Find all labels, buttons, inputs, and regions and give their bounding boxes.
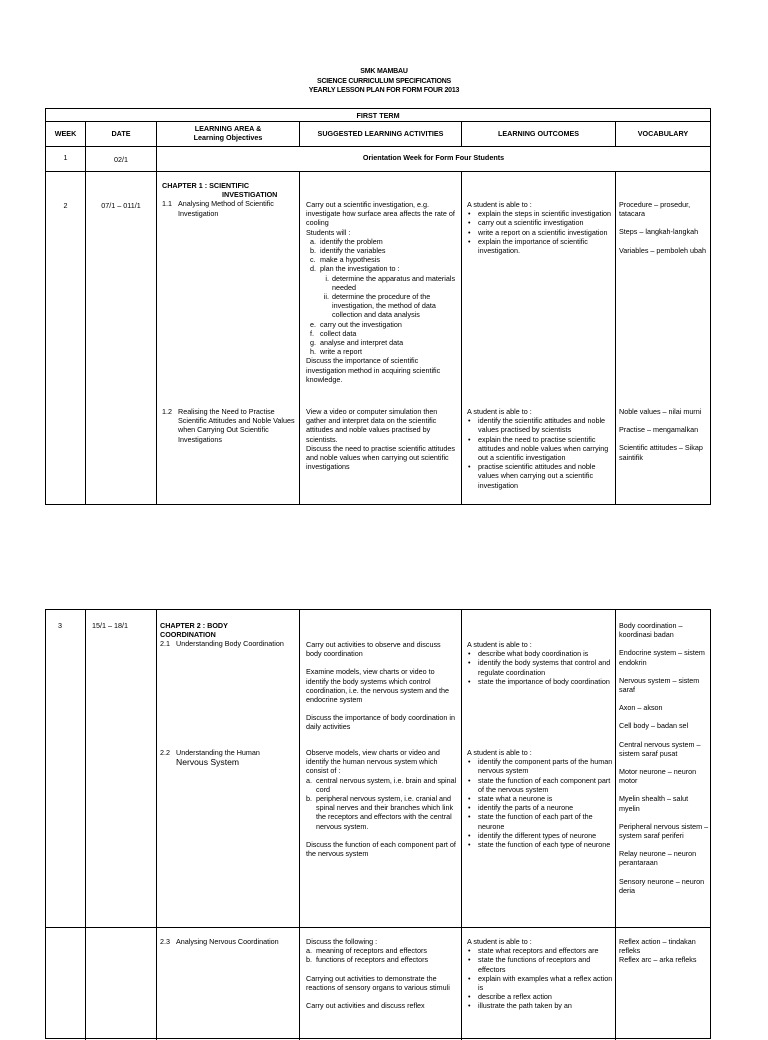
vocabulary-item: Central nervous system – sistem saraf pusat — [619, 739, 701, 758]
outcome-intro: A student is able to : — [467, 640, 532, 649]
vocabulary-item: Scientific attitudes – Sikap saintifik — [619, 443, 703, 462]
outcome-list — [467, 209, 613, 255]
vocabulary-item: Body coordination – koordinasi badan — [619, 621, 683, 640]
list-item: • explain the steps in scientific investigation — [467, 209, 613, 218]
list-item: g. analyse and interpret data — [310, 338, 404, 348]
chapter-title-cont: INVESTIGATION — [222, 190, 278, 200]
list-item: • illustrate the path taken by an — [467, 1001, 613, 1010]
list-item: • state the function of each type of neurone — [467, 840, 613, 849]
column-divider — [615, 171, 616, 505]
vocabulary-item: Peripheral nervous sistem – system saraf periferi — [619, 821, 709, 841]
lesson-plan-table-2 — [45, 609, 711, 1039]
vocabulary-item: Procedure – prosedur, tatacara — [619, 200, 691, 219]
suggested-activities-2-3 — [306, 937, 458, 1010]
learning-outcomes-1-2 — [467, 407, 613, 490]
list-item: • describe what body coordination is — [467, 649, 613, 658]
vocabulary-item: Relay neurone – neuron perantaraan — [619, 849, 697, 868]
activity-students: Students will : — [306, 227, 351, 237]
week-number: 3 — [58, 621, 62, 630]
column-divider — [156, 121, 157, 505]
outcome-list — [467, 757, 613, 849]
list-item: ii. determine the procedure of the investigation, the method of data collection and data analysis — [323, 292, 436, 320]
vocabulary-item: Cell body – badan sel — [619, 721, 689, 731]
activity-intro: Carry out a scientific investigation, e.g. investigate how surface area affects the rate of cooling — [306, 200, 455, 228]
document-subtitle: YEARLY LESSON PLAN FOR FORM FOUR 2013 — [308, 87, 460, 94]
activity-text: View a video or computer simulation then gather and interpret data on the scientific attitudes and noble values practised by scientists. — [306, 407, 438, 444]
list-item: c. make a hypothesis — [310, 255, 380, 265]
learning-objective — [160, 748, 298, 767]
vocabulary-item: Noble values – nilai murni — [619, 407, 702, 416]
suggested-activities-1-1 — [306, 200, 458, 384]
column-divider — [299, 171, 300, 505]
list-item: • state the function of each component part of the nervous system — [467, 776, 613, 794]
learning-area-chapter-2 — [160, 621, 298, 649]
learning-outcomes-2-2 — [467, 748, 613, 849]
suggested-activities-1-2 — [306, 407, 458, 471]
objective-number: 1.2 — [162, 407, 172, 416]
learning-outcomes-1-1 — [467, 200, 613, 255]
objective-number: 1.1 — [162, 199, 172, 209]
outcome-list — [467, 649, 613, 686]
learning-objective — [160, 937, 298, 946]
outcome-intro: A student is able to : — [467, 407, 532, 416]
vocabulary-item: Sensory neurone – neuron deria — [619, 876, 705, 895]
column-divider — [461, 610, 462, 1040]
vocabulary-item: Reflex arc – arka refleks — [619, 955, 697, 965]
list-item: i. determine the apparatus and materials needed — [325, 273, 456, 292]
week-date: 02/1 — [114, 155, 128, 164]
activity-intro: Observe models, view charts or video and identify the human nervous system which consist of : — [306, 748, 440, 776]
document-title: SCIENCE CURRICULUM SPECIFICATIONS — [316, 78, 452, 85]
activity-list — [306, 320, 458, 357]
vocabulary-item: Nervous system – sistem saraf — [619, 675, 700, 695]
list-item: • state the function of each part of the neurone — [467, 812, 613, 830]
activity-text: Carry out activities to observe and discuss body coordination — [306, 640, 441, 659]
list-item: h. write a report — [310, 347, 362, 357]
learning-area-chapter-1 — [162, 181, 298, 218]
week-number: 1 — [63, 153, 68, 162]
list-item: d. plan the investigation to : — [310, 264, 400, 274]
list-item: • identify the body systems that control and regulate coordination — [467, 658, 613, 676]
learning-objective — [162, 407, 298, 444]
activity-sublist — [306, 274, 458, 320]
outcome-intro: A student is able to : — [467, 200, 532, 209]
vocabulary-1-2 — [619, 407, 709, 471]
vocabulary-item: Endocrine system – sistem endokrin — [619, 648, 705, 667]
list-item: • state what receptors and effectors are — [467, 946, 613, 955]
column-divider — [85, 121, 86, 505]
outcome-intro: A student is able to : — [467, 748, 532, 757]
activity-list — [306, 237, 458, 274]
chapter-title: CHAPTER 2 : BODY — [160, 621, 228, 630]
list-item: e. carry out the investigation — [310, 319, 402, 329]
outcome-intro: A student is able to : — [467, 937, 532, 946]
objective-number: 2.3 — [160, 937, 170, 946]
list-item: • practise scientific attitudes and noble values when carrying out a scientific investigation — [467, 462, 613, 490]
list-item: • write a report on a scientific investigation — [467, 228, 613, 237]
suggested-activities-2-2 — [306, 748, 458, 858]
objective-text: Realising the Need to Practise Scientific Attitudes and Noble Values when Carrying Out Scientific Investigations — [178, 407, 295, 444]
outcome-list — [467, 416, 613, 490]
vocabulary-item: Axon – akson — [619, 703, 663, 713]
row-divider — [46, 171, 710, 172]
learning-outcomes-2-1 — [467, 640, 613, 686]
col-learning-area-header: LEARNING AREA & Learning Objectives — [193, 124, 263, 143]
vocabulary-item: Variables – pemboleh ubah — [619, 245, 706, 255]
vocabulary-2-3 — [619, 937, 709, 965]
vocabulary-item: Practise – mengamalkan — [619, 425, 699, 435]
list-item: • identify the parts of a neurone — [467, 803, 613, 812]
row-divider — [46, 927, 710, 928]
vocabulary-item: Steps – langkah-langkah — [619, 227, 699, 237]
activity-discussion: Discuss the importance of scientific investigation method in acquiring scientific knowledge. — [306, 356, 441, 384]
school-name: SMK MAMBAU — [360, 68, 408, 75]
objective-text: Understanding the Human — [176, 748, 260, 757]
lesson-plan-table-1 — [45, 108, 711, 505]
col-week-header: WEEK — [54, 129, 77, 138]
activity-intro: Discuss the following : — [306, 937, 378, 946]
list-item: • identify the component parts of the human nervous system — [467, 757, 613, 775]
chapter-title-cont: COORDINATION — [160, 630, 216, 640]
week-date: 15/1 – 18/1 — [92, 621, 128, 630]
activity-list — [306, 776, 458, 831]
column-divider — [85, 610, 86, 1040]
outcome-list — [467, 946, 613, 1010]
term-heading: FIRST TERM — [356, 111, 400, 120]
objective-text: Analysing Method of Scientific Investigation — [178, 199, 274, 218]
vocabulary-1-1 — [619, 200, 709, 264]
list-item: f. collect data — [310, 328, 357, 338]
list-item: b. identify the variables — [310, 246, 386, 256]
orientation-note: Orientation Week for Form Four Students — [362, 153, 505, 162]
list-item: a. identify the problem — [310, 236, 383, 246]
chapter-title: CHAPTER 1 : SCIENTIFIC — [162, 181, 250, 190]
column-divider — [461, 171, 462, 505]
list-item: • describe a reflex action — [467, 992, 613, 1001]
col-date-header: DATE — [111, 129, 131, 138]
col-outcomes-header: LEARNING OUTCOMES — [497, 129, 580, 138]
list-item: • state the importance of body coordination — [467, 677, 613, 686]
activity-text: Carry out activities and discuss reflex — [306, 1001, 425, 1011]
column-divider — [156, 610, 157, 1040]
vocabulary-item: Motor neurone – neuron motor — [619, 767, 697, 786]
row-divider — [46, 121, 710, 122]
learning-objective — [160, 639, 298, 648]
vocabulary-item: Reflex action – tindakan refleks — [619, 937, 696, 956]
list-item: b. functions of receptors and effectors — [306, 955, 429, 965]
activity-text: Examine models, view charts or video to identify the body systems which control coordination, i.e. the nervous system and the endocrine system — [306, 667, 450, 705]
row-divider — [46, 146, 710, 147]
objective-text: Understanding Body Coordination — [176, 639, 284, 649]
activity-text: Discuss the need to practise scientific attitudes and noble values when carrying out scientific investigations — [306, 443, 456, 472]
vocabulary-item: Myelin shealth – salut myelin — [619, 794, 689, 813]
objective-text-cont: Nervous System — [176, 757, 240, 768]
learning-objective — [162, 199, 298, 217]
activity-discussion: Discuss the function of each component part of the nervous system — [306, 839, 456, 859]
list-item: • carry out a scientific investigation — [467, 218, 613, 227]
learning-outcomes-2-3 — [467, 937, 613, 1011]
week-number: 2 — [63, 201, 68, 210]
list-item: • state what a neurone is — [467, 794, 613, 803]
week-date: 07/1 – 011/1 — [101, 201, 141, 210]
list-item: a. meaning of receptors and effectors — [306, 946, 427, 956]
col-activities-header: SUGGESTED LEARNING ACTIVITIES — [317, 129, 444, 138]
list-item: b. peripheral nervous system, i.e. cranial and spinal nerves and their branches which link the receptors and effectors with the central nervous system. — [306, 794, 454, 831]
list-item: a. central nervous system, i.e. brain and spinal cord — [306, 775, 457, 794]
list-item: • explain with examples what a reflex action is — [467, 974, 613, 992]
activity-list — [306, 946, 458, 964]
objective-number: 2.2 — [160, 748, 170, 757]
column-divider — [299, 610, 300, 1040]
activity-text: Discuss the importance of body coordination in daily activities — [306, 713, 456, 732]
list-item: • identify the different types of neurone — [467, 831, 613, 840]
list-item: • state the functions of receptors and effectors — [467, 955, 613, 973]
list-item: • explain the need to practise scientific attitudes and noble values when carrying out a scientific investigation — [467, 435, 613, 463]
column-divider — [615, 610, 616, 1040]
list-item: • identify the scientific attitudes and noble values practised by scientists — [467, 416, 613, 434]
list-item: • explain the importance of scientific investigation. — [467, 237, 613, 255]
objective-text: Analysing Nervous Coordination — [176, 937, 279, 946]
vocabulary-2 — [619, 621, 709, 904]
col-vocabulary-header: VOCABULARY — [637, 129, 689, 138]
objective-number: 2.1 — [160, 639, 170, 649]
suggested-activities-2-1 — [306, 640, 458, 732]
activity-text: Carrying out activities to demonstrate the reactions of sensory organs to various stimuli — [306, 973, 450, 992]
